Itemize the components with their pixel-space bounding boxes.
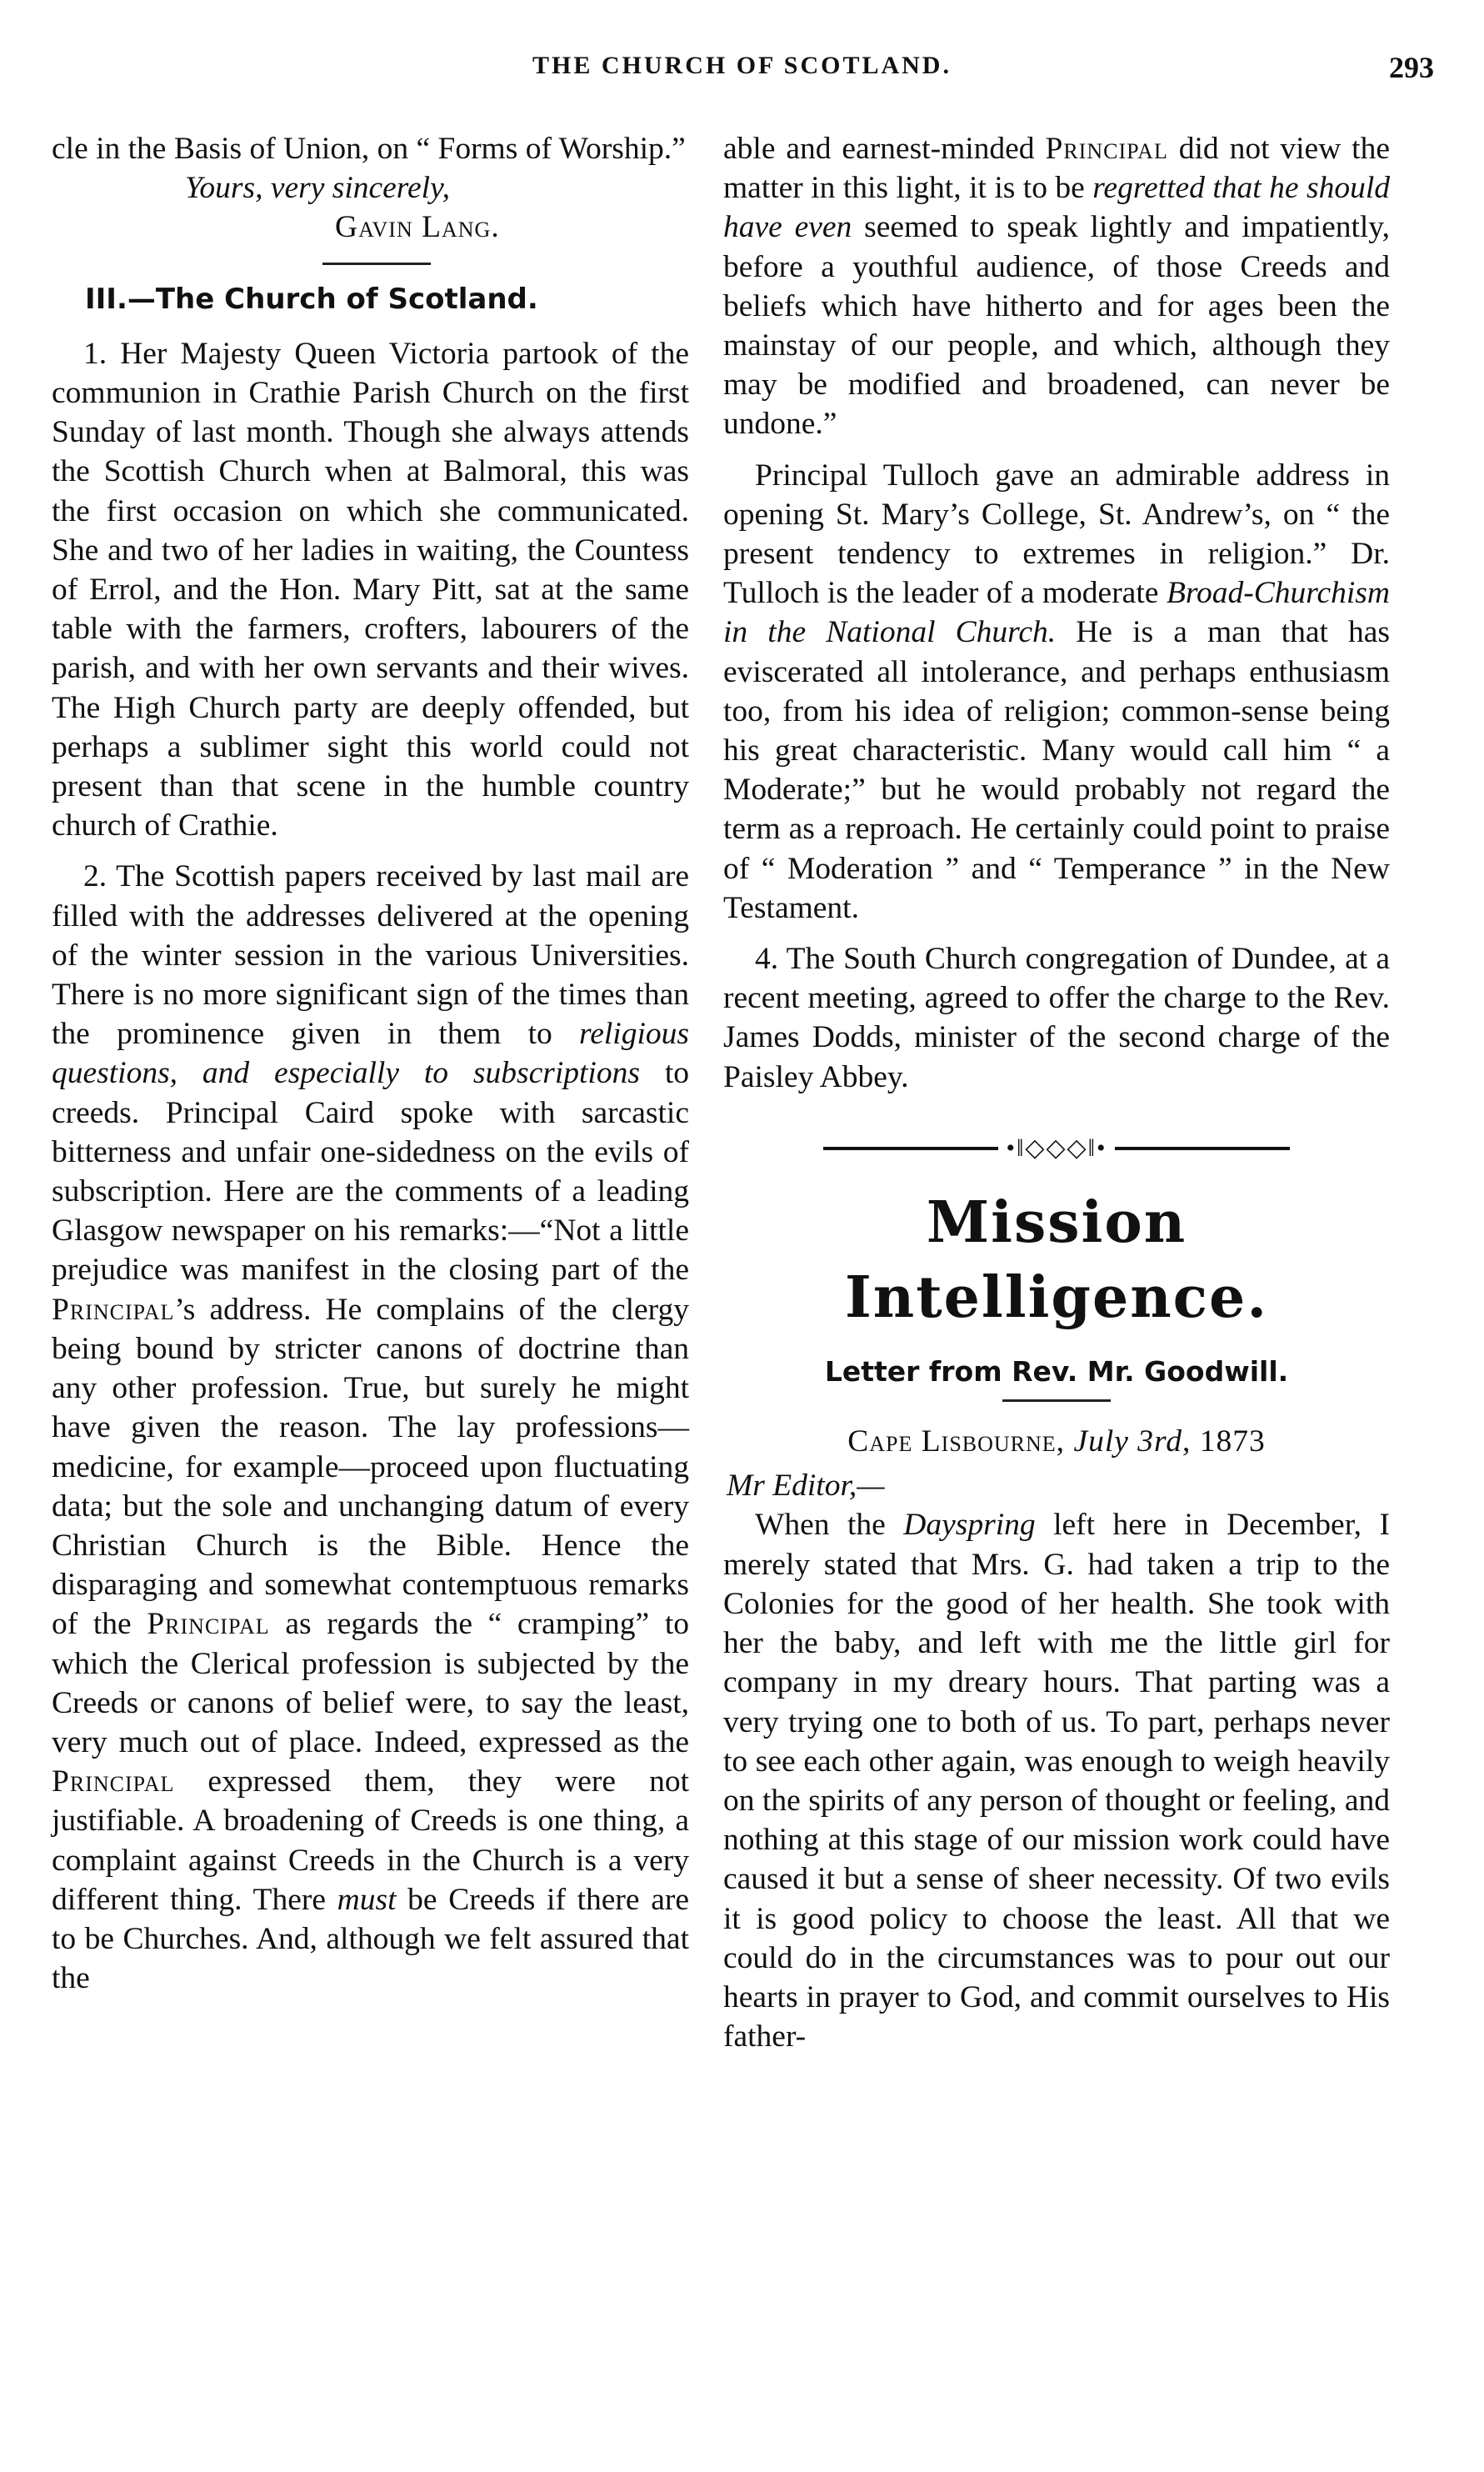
text-run: When the	[755, 1508, 904, 1543]
page-number: 293	[1389, 51, 1434, 84]
left-column	[52, 129, 689, 1998]
right-column	[723, 129, 1390, 2056]
text-run: He is a man that has eviscerated all intolerance, and perhaps enthusiasm too, from his idea of religion; common-sense being his great characteristic. Many would call him “ a Moderate;” but he would probably not regard the term as a reproach. He certainly could point to praise of “ Moderation ” and “ Temperance ” in the New Testament.	[723, 615, 1391, 925]
small-caps-principal: Principal	[1045, 132, 1168, 166]
emphasis: religious questions, and especially to subscriptions	[52, 1017, 689, 1091]
dateline-place: Cape Lisbourne,	[847, 1424, 1066, 1459]
paragraph-4: 4. The South Church congregation of Dundee, at a recent meeting, agreed to offer the charge to the Rev. James Dodds, minister of the second charge of the Paisley Abbey.	[723, 942, 1390, 1094]
text-run: be Creeds if there are to be Churches. And, although we felt assured that the	[52, 1882, 689, 1996]
text-run: did not view the matter in this light, it is to be	[723, 132, 1390, 206]
text-run: expressed them, they were not justifiable. A broadening of Creeds is one thing, a complaint against Creeds in the Church is a very different thing. There	[52, 1764, 689, 1917]
text-run: Principal Tulloch gave an admirable address in opening St. Mary’s College, St. Andrew’s, on “ the present tendency to extremes in religion.” Dr. Tulloch is the leader of a moderate	[723, 458, 1390, 611]
text-run: ’s address. He complains of the clergy being bound by stricter canons of doctrine than any other profession. True, but surely he might have given the reason. The lay professions—medicine, for example—proceed upon fluctuating data; but the sole and unchanging datum of every Christian Church is the Bible. Hence the disparaging and somewhat contemptuous remarks of the	[52, 1292, 689, 1642]
emphasis: must	[337, 1882, 397, 1917]
paragraph-2-continued	[723, 129, 1390, 444]
section-heading: III.—The Church of Scotland.	[85, 282, 538, 316]
letter-heading: Letter from Rev. Mr. Goodwill.	[824, 1354, 1289, 1388]
paragraph-2	[52, 857, 689, 1998]
letter-signature: Gavin Lang.	[335, 210, 500, 245]
text-run: able and earnest-minded	[723, 132, 1046, 166]
letter-signoff	[52, 168, 689, 247]
paragraph-5	[723, 1505, 1390, 2056]
emphasis: regretted that he should have even	[723, 171, 1390, 245]
heading-rule	[1002, 1399, 1111, 1402]
text-run: to creeds. Principal Caird spoke with sarcastic bitterness and unfair one-sidedness on the evils of subscription. Here are the comments of a leading Glasgow newspaper on his remarks:—“Not a little prejudice was manifest in the closing part of the	[52, 1056, 690, 1288]
emphasis: Broad-Churchism in the National Church.	[723, 576, 1390, 650]
ship-name: Dayspring	[903, 1508, 1036, 1543]
small-caps-principal: Principal	[52, 1764, 175, 1799]
text-run: as regards the “ cramping” to which the Clerical profession is subjected by the Creeds or canons of belief were, to say the least, very much out of place. Indeed, expressed as the	[52, 1607, 689, 1759]
small-caps-principal: Principal	[147, 1607, 270, 1642]
text-run: left here in December, I merely stated that Mrs. G. had taken a trip to the Colonies for the good of her health. She took with her the baby, and left with me the little girl for company in my dreary hours. That parting was a very trying one to both of us. To part, perhaps never to see each other again, was enough to weigh heavily on the spirits of any person of thought or feeling, and nothing at this stage of our mission work could have caused it but a sense of sheer necessity. Of two evils it is good policy to choose the least. All that we could do in the circumstances was to pour out our hearts in prayer to God, and commit ourselves to His father-	[723, 1508, 1391, 2054]
section-title-mission-intelligence: Mission Intelligence.	[844, 1188, 1268, 1331]
dateline-year: , 1873	[1182, 1424, 1266, 1459]
ornament-flourish: •‖◇◇◇‖•	[998, 1132, 1115, 1165]
text-run: seemed to speak lightly and impatiently, before a youthful audience, of those Creeds and beliefs which have hitherto and for ages been the mainstay of our people, and which, although they may be modified and broadened, can never be undone.”	[723, 210, 1390, 442]
letter-closing: Yours, very sincerely,	[185, 171, 451, 206]
running-title: THE CHURCH OF SCOTLAND.	[532, 52, 952, 79]
paragraph-1: 1. Her Majesty Queen Victoria partook of the communion in Crathie Parish Church on the first Sunday of last month. Though she always attends the Scottish Church when at Balmoral, this was the first occasion on which she communicated. She and two of her ladies in waiting, the Countess of Errol, and the Hon. Mary Pitt, sat at the same table with the farmers, crofters, labourers of the parish, and with her own servants and their wives. The High Church party are deeply offended, but perhaps a sublimer sight this world could not present than that scene in the humble country church of Crathie.	[52, 336, 689, 843]
letter-dateline	[723, 1422, 1390, 1461]
paragraph-3	[723, 456, 1390, 928]
text-run: 2. The Scottish papers received by last mail are filled with the addresses delivered at the opening of the winter session in the various Universities. There is no more significant sign of the times than the prominence given in them to	[52, 859, 689, 1052]
dateline-date: July 3rd	[1073, 1424, 1182, 1459]
section-divider	[322, 263, 431, 265]
small-caps-principal: Principal	[52, 1292, 175, 1327]
letter-salutation: Mr Editor,—	[727, 1469, 885, 1504]
letter-continuation: cle in the Basis of Union, on “ Forms of Worship.”	[52, 132, 686, 166]
ornamental-divider	[823, 1132, 1290, 1165]
running-head	[50, 52, 1434, 102]
